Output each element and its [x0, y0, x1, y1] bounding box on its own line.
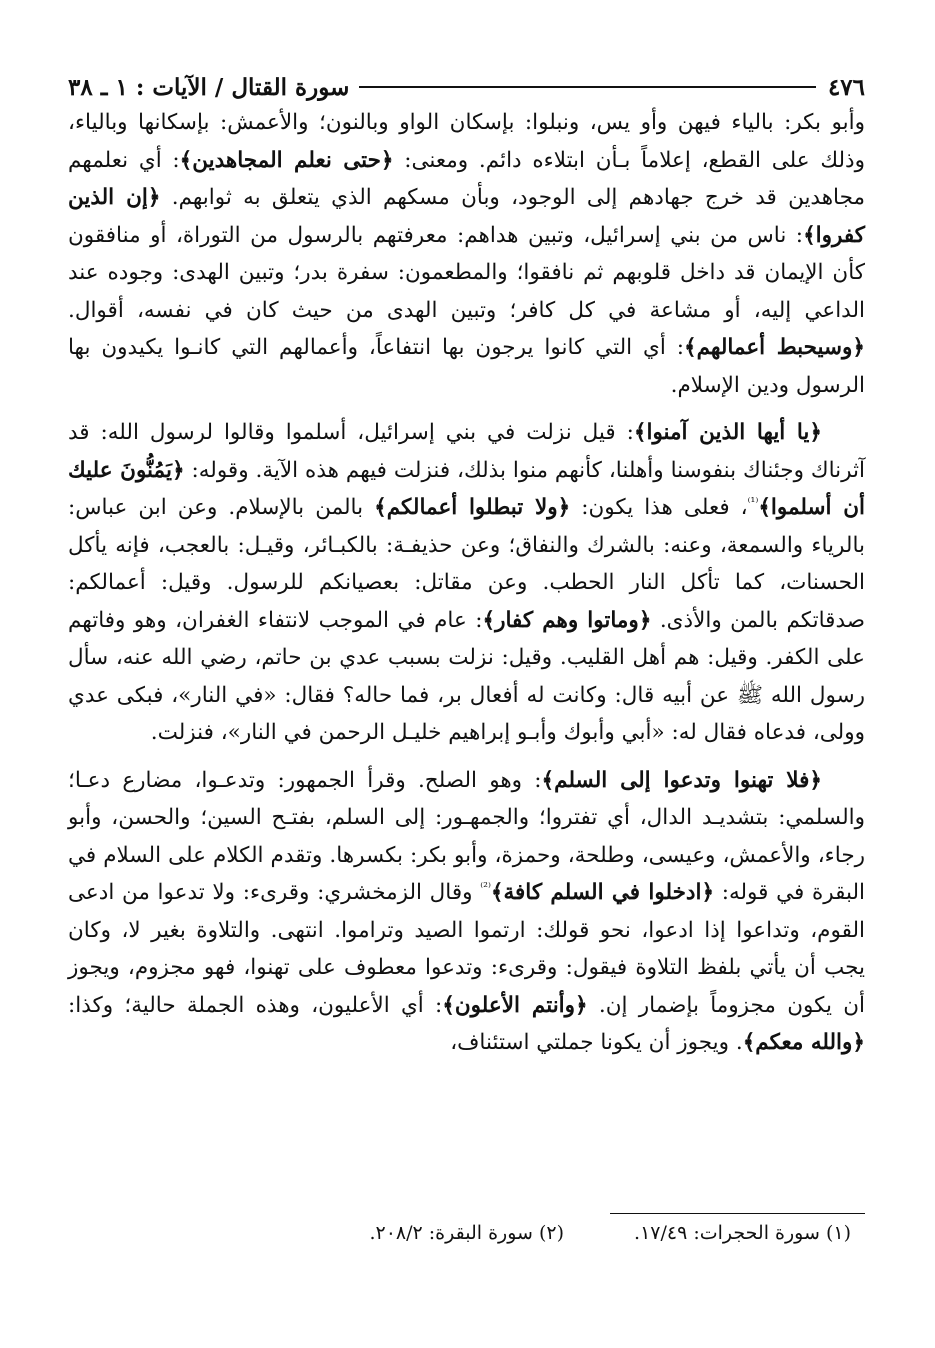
quran-quote: ﴿ولا تبطلوا أعمالكم﴾: [374, 495, 571, 520]
footnote-ref: ⁽¹⁾: [747, 494, 759, 509]
quran-quote: ﴿يَمُنُّونَ عليك أن أسلموا﴾: [68, 457, 865, 520]
footnote-1: (١) سورة الحجرات: ١٧/٤٩.: [634, 1222, 851, 1244]
quran-quote: ﴿والله معكم﴾: [742, 1030, 865, 1055]
text-run: وقال الزمخشري: وقرىء: ولا تدعوا من ادعى القوم، وتداعوا إذا ادعوا، نحو قولك: ارتموا الصيد وتراموا. انتهى. والتلاوة بغير لا، وكان يجب أن يأتي بلفظ التلاوة فيقول: وقرىء: وتدعوا معطوف على تهنوا، فهو مجزوم، ويجوز أن يكون مجزوماً بإضمار إن.: [68, 880, 865, 1018]
quran-quote: ﴿إن الذين كفروا﴾: [68, 185, 865, 248]
footnotes: [70, 1222, 851, 1244]
footnote-2: (٢) سورة البقرة: ٢٠٨/٢.: [369, 1222, 565, 1244]
quran-quote: ﴿وماتوا وهم كفار﴾: [482, 607, 652, 633]
text-run: : أي نعلمهم مجاهدين قد خرج جهادهم إلى الوجود، وبأن مسكهم الذي يتعلق به ثوابهم.: [68, 147, 865, 210]
text-run: بالمن بالإسلام. وعن ابن عباس: بالرياء والسمعة، وعنه: بالشرك والنفاق؛ وعن حذيفـة: بالكبـائر، وقيـل: بالعجب، فإنه يأكل الحسنات، كما تأكل النار الحطب. وعن مقاتل: بعصيانكم للرسول. وقيل: أعمالكم: صدقاتكم بالمن والأذى.: [68, 495, 865, 633]
paragraph: [68, 104, 865, 404]
paragraph: [68, 762, 865, 1062]
text-run: : أي الأعليون، وهذه الجملة حالية؛ وكذا:: [68, 992, 443, 1018]
running-header: [68, 70, 865, 104]
text-run: : عام في الموجب لانتفاء الغفران، وهو وفاتهم على الكفر. وقيل: هم أهل القليب. وقيل: نزلت بسبب عدي بن حاتم، رضي الله عنه، سأل رسول الله ﷺ عن أبيه قال: وكانت له أفعال بر، فما حاله؟ فقال: «في النار»، فبكى عدي وولى، فدعاه فقال له: «أبي وأبوك وأبـو إبراهيم خليـل الرحمن في النار»، فنزلت.: [68, 607, 865, 745]
header-title: سورة القتال / الآيات : ١ ـ ٣٨: [68, 73, 350, 101]
header-rule: [359, 86, 816, 88]
text-run: ، فعلى هذا يكون:: [570, 495, 748, 520]
text-run: . ويجوز أن يكونا جملتي استئناف،: [450, 1030, 743, 1055]
text-run: : قيل نزلت في بني إسرائيل، أسلموا وقالوا لرسول الله: قد آثرناك وجئناك بنفوسنا وأهلنا، كأنهم منوا بذلك، فنزلت فيهم هذه الآية. وقوله:: [68, 420, 865, 483]
text-run: وأبو بكر: بالياء فيهن وأو يس، ونبلوا: بإسكان الواو وبالنون؛ والأعمش: بإسكانها وبالياء، وذلك على القطع، إعلاماً بـأن ابتلاءه دائم. ومعنى:: [68, 110, 865, 173]
text-run: : أي التي كانوا يرجون بها انتفاعاً، وأعمالهم التي كانـوا يكيدون بها الرسول ودين الإسلام.: [68, 335, 865, 398]
footnote-ref: ⁽²⁾: [480, 879, 491, 894]
quran-quote: ﴿ادخلوا في السلم كافة﴾: [490, 880, 715, 905]
page-number: ٤٧٦: [827, 73, 865, 101]
quran-quote: ﴿وأنتم الأعلون﴾: [442, 992, 588, 1018]
paragraph: [68, 414, 865, 752]
quran-quote: ﴿حتى نعلم المجاهدين﴾: [179, 147, 394, 173]
text-run: : وهو الصلح. وقرأ الجمهور: وتدعـوا، مضارع دعـا؛ والسلمي: بتشديـد الدال، أي تفتروا؛ والجمهـور: إلى السلم، بفتـح السين؛ والحسن، وأبو رجاء، والأعمش، وعيسى، وطلحة، وحمزة، وأبو بكر: بكسرها. وتقدم الكلام على السلام في البقرة في قوله:: [68, 767, 865, 905]
quran-quote: ﴿فلا تهنوا وتدعوا إلى السلم﴾: [541, 767, 822, 793]
quran-quote: ﴿وسيحبط أعمالهم﴾: [684, 335, 865, 360]
footnote-separator: [610, 1213, 865, 1214]
body-text: [68, 104, 865, 1062]
text-run: : ناس من بني إسرائيل، وتبين هداهم: معرفتهم بالرسول من التوراة، أو منافقون كأن الإيمان قد داخل قلوبهم ثم نافقوا؛ والمطعمون: سفرة بدر؛ وتبين الهدى: وجوده عند الداعي إليه، أو مشاعة في كل كافر؛ وتبين الهدى من حيث كان في نفسه، أقوال.: [68, 222, 865, 323]
quran-quote: ﴿يا أيها الذين آمنوا﴾: [633, 420, 823, 445]
